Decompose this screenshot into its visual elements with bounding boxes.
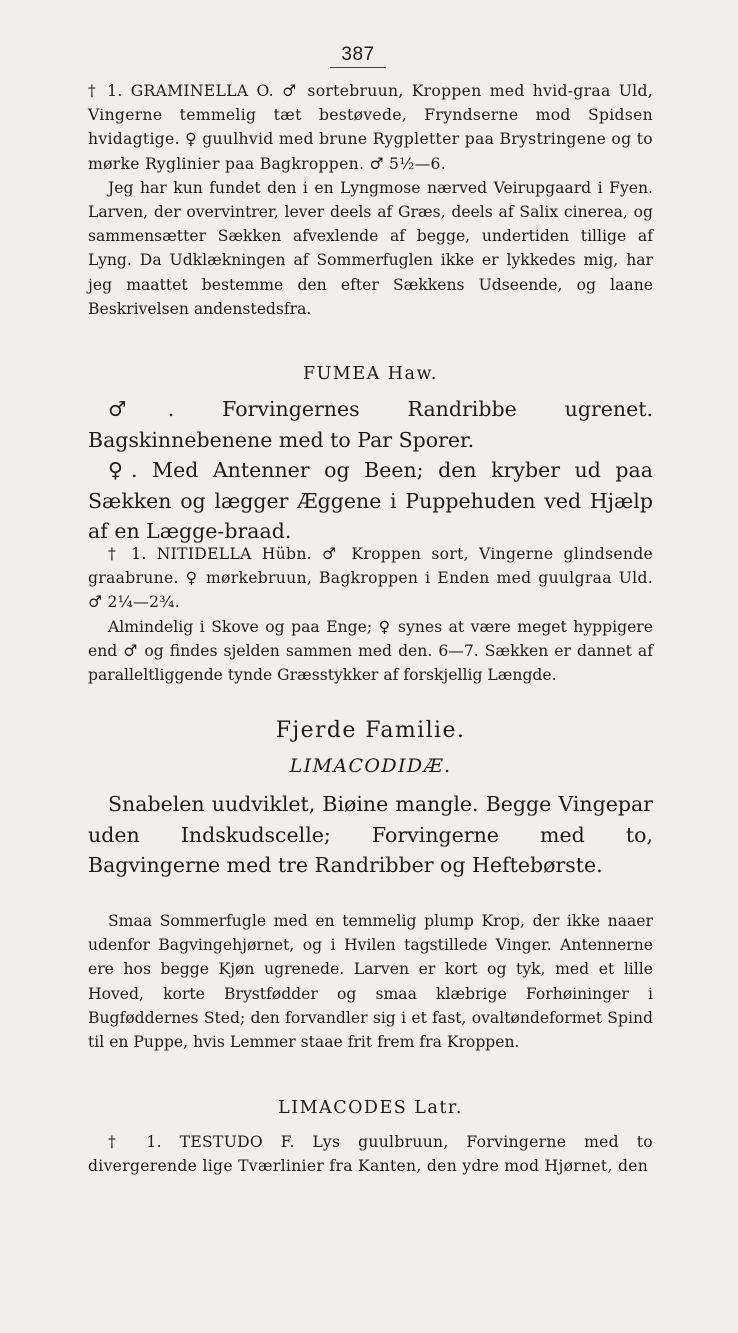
nitidella-entry — [88, 542, 653, 687]
family-characters — [88, 789, 653, 881]
graminella-entry — [88, 79, 653, 321]
family-description — [88, 909, 653, 1054]
nitidella-notes: Almindelig i Skove og paa Enge; ♀ synes at være meget hyppigere end ♂ og findes sjelden sammen med den. 6—7. Sækken er dannet af paralleltliggende tynde Græsstykker af forskjellig Længde. — [88, 617, 653, 685]
family-latin-name: LIMACODIDÆ. — [289, 755, 452, 777]
fumea-female-characters: ♀. Med Antenner og Been; den kryber ud paa Sækken og lægger Æggene i Puppehuden ved Hjælp af en Lægge-braad. — [88, 458, 653, 543]
family-description-text: Smaa Sommerfugle med en temmelig plump Krop, der ikke naaer udenfor Bagvingehjørnet, og i Hvilen tagstillede Vinger. Antennerne ere hos begge Kjøn ugrenede. Larven er kort og tyk, med et lille Hoved, korte Brystfødder og smaa klæbrige Forhøininger i Bugføddernes Sted; den forvandler sig i et fast, ovaltøndeformet Spind til en Puppe, hvis Lemmer staae frit frem fra Kroppen. — [88, 912, 653, 1052]
page-number: 387 — [330, 44, 386, 68]
graminella-description: † 1. GRAMINELLA O. ♂ sortebruun, Kroppen med hvid-graa Uld, Vingerne temmelig tæt bestøvede, Fryndserne mod Spidsen hvidagtige. ♀ guulhvid med brune Rygpletter paa Brystringene og to mørke Ryglinier paa Bagkroppen. ♂ 5½—6. — [88, 82, 653, 173]
nitidella-description: † 1. NITIDELLA Hübn. ♂ Kroppen sort, Vingerne glindsende graabrune. ♀ mørkebruun, Bagkroppen i Enden med guulgraa Uld. ♂ 2¼—2¾. — [88, 545, 653, 612]
testudo-description: † 1. TESTUDO F. Lys guulbruun, Forvingerne med to divergerende lige Tværlinier fra Kanten, den ydre mod Hjørnet, den — [88, 1133, 653, 1176]
fumea-characters — [88, 394, 653, 547]
limacodes-heading: LIMACODES Latr. — [278, 1098, 463, 1118]
family-diagnosis: Snabelen uudviklet, Biøine mangle. Begge Vingepar uden Indskudscelle; Forvingerne med to, Bagvingerne med tre Randribber og Heftebørste. — [88, 792, 653, 877]
fumea-heading: FUMEA Haw. — [303, 364, 438, 384]
graminella-notes: Jeg har kun fundet den i en Lyngmose nærved Veirupgaard i Fyen. Larven, der overvintrer, lever deels af Græs, deels af Salix cinerea, og sammensætter Sækken afvexlende af begge, undertiden tillige af Lyng. Da Udklækningen af Sommerfuglen ikke er lykkedes mig, har jeg maattet bestemme den efter Sækkens Udseende, og laane Beskrivelsen andenstedsfra. — [88, 178, 653, 318]
family-heading: Fjerde Familie. — [275, 718, 466, 743]
testudo-entry — [88, 1130, 653, 1178]
fumea-male-characters: ♂. Forvingernes Randribbe ugrenet. Bagskinnebenene med to Par Sporer. — [88, 397, 653, 452]
